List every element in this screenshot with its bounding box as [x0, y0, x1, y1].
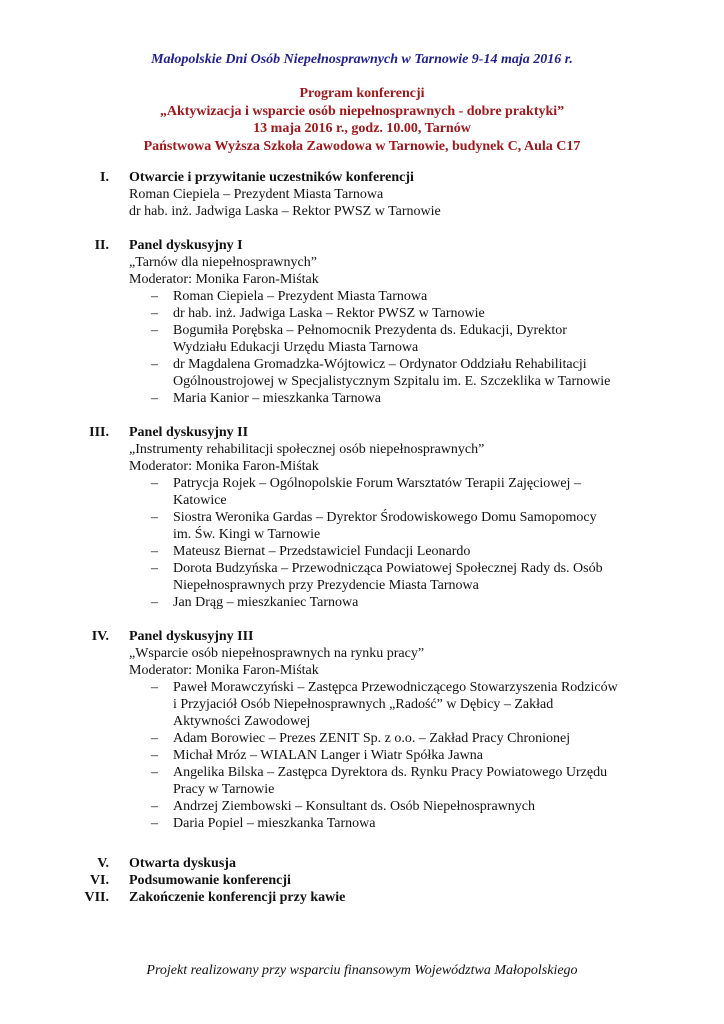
section-number: II.	[94, 238, 109, 253]
dash-bullet-icon: –	[151, 357, 158, 372]
member-text: Bogumiła Porębska – Pełnomocnik Prezydenta ds. Edukacji, Dyrektor	[173, 323, 567, 338]
section-number: I.	[100, 170, 109, 185]
member-text: Niepełnosprawnych przy Prezydencie Miasta Tarnowa	[173, 578, 479, 593]
member-text: Pracy w Tarnowie	[173, 782, 275, 797]
section-number: IV.	[91, 629, 109, 644]
dash-bullet-icon: –	[151, 561, 158, 576]
section-number: V.	[97, 856, 109, 871]
section-title: Otwarta dyskusja	[129, 856, 236, 871]
panel-member	[129, 594, 650, 611]
section-number: VI.	[89, 873, 109, 888]
panel-member	[129, 798, 650, 815]
program-list	[70, 169, 650, 849]
program-section	[70, 169, 650, 220]
member-text: dr hab. inż. Jadwiga Laska – Rektor PWSZ w Tarnowie	[173, 306, 485, 321]
program-section	[70, 237, 650, 407]
panel-members	[129, 475, 650, 611]
dash-bullet-icon: –	[151, 731, 158, 746]
dash-bullet-icon: –	[151, 510, 158, 525]
section-number: VII.	[84, 890, 109, 905]
panel-member	[129, 815, 650, 832]
conference-header	[0, 85, 724, 155]
dash-bullet-icon: –	[151, 799, 158, 814]
member-text: Michał Mróz – WIALAN Langer i Wiatr Spółka Jawna	[173, 748, 483, 763]
dash-bullet-icon: –	[151, 544, 158, 559]
panel-member	[129, 560, 650, 594]
member-text: Ogólnoustrojowej w Specjalistycznym Szpitalu im. E. Szczeklika w Tarnowie	[173, 374, 611, 389]
member-text: Paweł Morawczyński – Zastępca Przewodniczącego Stowarzyszenia Rodziców	[173, 680, 618, 695]
panel-member	[129, 356, 650, 390]
member-text: Roman Ciepiela – Prezydent Miasta Tarnowa	[173, 289, 428, 304]
member-text: Daria Popiel – mieszkanka Tarnowa	[173, 816, 376, 831]
member-text: Adam Borowiec – Prezes ZENIT Sp. z o.o. – Zakład Pracy Chronionej	[173, 731, 571, 746]
member-text: im. Św. Kingi w Tarnowie	[173, 527, 321, 542]
panel-member	[129, 305, 650, 322]
conference-date: 13 maja 2016 r., godz. 10.00, Tarnów	[253, 121, 471, 136]
dash-bullet-icon: –	[151, 306, 158, 321]
panel-subtitle: „Wsparcie osób niepełnosprawnych na rynku pracy”	[129, 646, 425, 661]
section-title: Podsumowanie konferencji	[129, 873, 291, 888]
dash-bullet-icon: –	[151, 391, 158, 406]
footer-note: Projekt realizowany przy wsparciu finansowym Województwa Małopolskiego	[146, 963, 578, 978]
program-section	[70, 424, 650, 611]
member-text: Katowice	[173, 493, 227, 508]
panel-member	[129, 288, 650, 305]
dash-bullet-icon: –	[151, 323, 158, 338]
conference-title: „Aktywizacja i wsparcie osób niepełnosprawnych - dobre praktyki”	[159, 103, 565, 119]
section-title: Otwarcie i przywitanie uczestników konferencji	[129, 170, 414, 185]
dash-bullet-icon: –	[151, 816, 158, 831]
dash-bullet-icon: –	[151, 748, 158, 763]
event-title: Małopolskie Dni Osób Niepełnosprawnych w Tarnowie 9-14 maja 2016 r.	[151, 52, 573, 67]
dash-bullet-icon: –	[151, 476, 158, 491]
panel-member	[129, 679, 650, 730]
program-title: Program konferencji	[299, 86, 425, 101]
member-text: Andrzej Ziembowski – Konsultant ds. Osób Niepełnosprawnych	[173, 799, 535, 814]
dash-bullet-icon: –	[151, 680, 158, 695]
dash-bullet-icon: –	[151, 765, 158, 780]
dash-bullet-icon: –	[151, 595, 158, 610]
panel-moderator: Moderator: Monika Faron-Miśtak	[129, 272, 319, 287]
panel-member	[129, 509, 650, 543]
panel-member	[129, 543, 650, 560]
section-number: III.	[89, 425, 109, 440]
panel-member	[129, 390, 650, 407]
program-section	[70, 628, 650, 832]
section-line: dr hab. inż. Jadwiga Laska – Rektor PWSZ w Tarnowie	[129, 204, 441, 219]
member-text: Wydziału Edukacji Urzędu Miasta Tarnowa	[173, 340, 419, 355]
panel-subtitle: „Tarnów dla niepełnosprawnych”	[129, 255, 317, 270]
member-text: Mateusz Biernat – Przedstawiciel Fundacji Leonardo	[173, 544, 471, 559]
panel-moderator: Moderator: Monika Faron-Miśtak	[129, 663, 319, 678]
member-text: dr Magdalena Gromadzka-Wójtowicz – Ordynator Oddziału Rehabilitacji	[173, 357, 587, 372]
panel-member	[129, 747, 650, 764]
section-line: Roman Ciepiela – Prezydent Miasta Tarnowa	[129, 187, 384, 202]
member-text: i Przyjaciół Osób Niepełnosprawnych „Radość” w Dębicy – Zakład	[173, 697, 554, 712]
member-text: Angelika Bilska – Zastępca Dyrektora ds. Rynku Pracy Powiatowego Urzędu	[173, 765, 608, 780]
member-text: Jan Drąg – mieszkaniec Tarnowa	[173, 595, 359, 610]
member-text: Patrycja Rojek – Ogólnopolskie Forum Warsztatów Terapii Zajęciowej –	[173, 476, 581, 491]
panel-member	[129, 322, 650, 356]
member-text: Siostra Weronika Gardas – Dyrektor Środowiskowego Domu Samopomocy	[173, 510, 597, 525]
member-text: Aktywności Zawodowej	[173, 714, 311, 729]
member-text: Dorota Budzyńska – Przewodnicząca Powiatowej Społecznej Rady ds. Osób	[173, 561, 603, 576]
section-title: Zakończenie konferencji przy kawie	[129, 890, 346, 905]
panel-member	[129, 764, 650, 798]
panel-moderator: Moderator: Monika Faron-Miśtak	[129, 459, 319, 474]
section-title: Panel dyskusyjny I	[129, 238, 243, 253]
conference-venue: Państwowa Wyższa Szkoła Zawodowa w Tarnowie, budynek C, Aula C17	[143, 138, 581, 154]
panel-subtitle: „Instrumenty rehabilitacji społecznej osób niepełnosprawnych”	[129, 442, 485, 457]
section-title: Panel dyskusyjny III	[129, 629, 254, 644]
section-title: Panel dyskusyjny II	[129, 425, 249, 440]
panel-member	[129, 730, 650, 747]
dash-bullet-icon: –	[151, 289, 158, 304]
panel-member	[129, 475, 650, 509]
panel-members	[129, 679, 650, 832]
panel-members	[129, 288, 650, 407]
member-text: Maria Kanior – mieszkanka Tarnowa	[173, 391, 381, 406]
